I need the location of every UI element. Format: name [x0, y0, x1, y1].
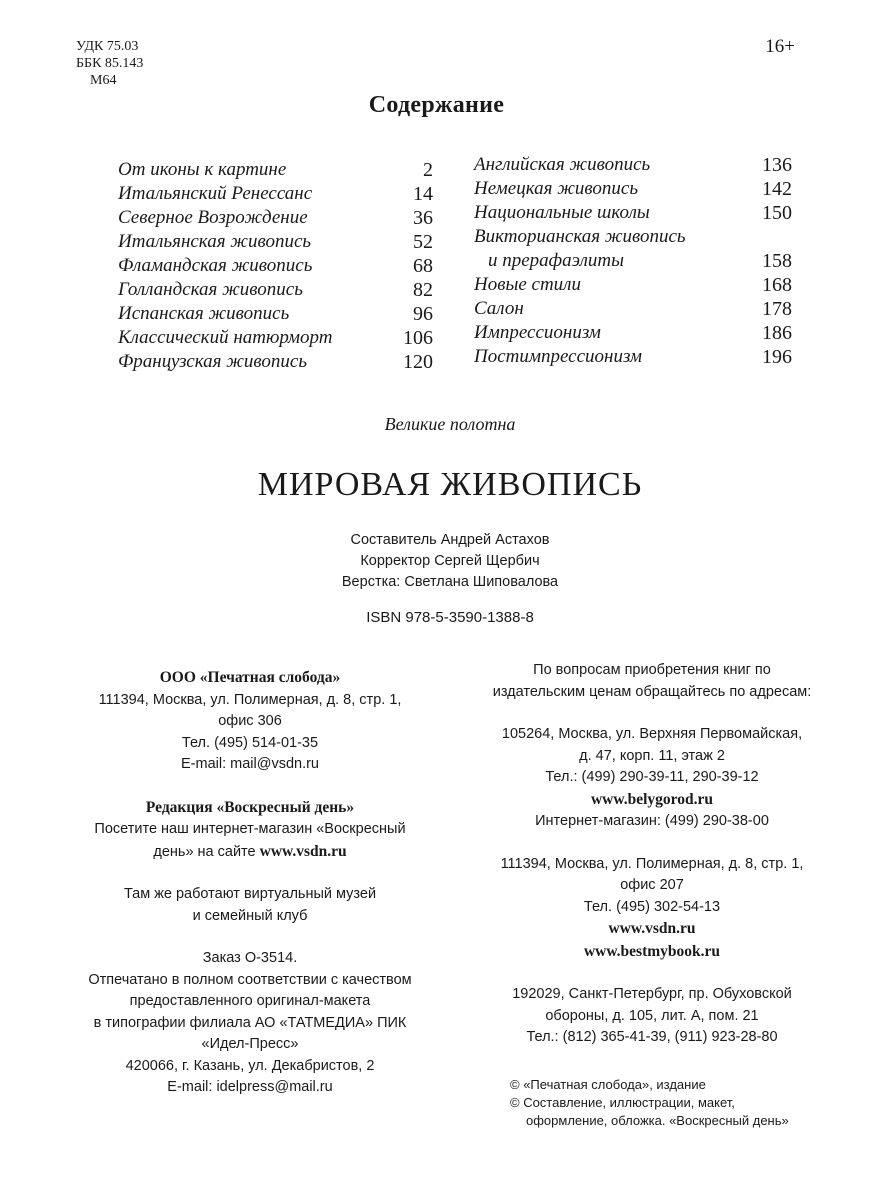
toc-entry-title: Французская живопись	[118, 351, 307, 372]
age-rating: 16+	[765, 36, 795, 57]
toc-entry[interactable]	[474, 273, 792, 297]
toc-entry-page: 158	[762, 250, 792, 272]
udk-code: УДК 75.03	[76, 39, 139, 54]
copyright-line: © Составление, иллюстрации, макет,	[510, 1095, 735, 1110]
address-moscow-1: д. 47, корп. 11, этаж 2	[579, 747, 725, 764]
shop-phone: Интернет-магазин: (499) 290-38-00	[535, 813, 769, 829]
toc-entry-page: 168	[762, 274, 792, 296]
address-moscow-1: 105264, Москва, ул. Верхняя Первомайская,	[501, 726, 803, 742]
toc-entry[interactable]	[474, 153, 792, 177]
publisher-phone: Тел. (495) 514-01-35	[181, 734, 319, 751]
credit-compiler: Составитель Андрей Астахов	[350, 532, 550, 548]
toc-left-column	[118, 158, 433, 374]
toc-entry-title: Итальянская живопись	[118, 231, 312, 252]
toc-entry[interactable]	[118, 302, 433, 326]
toc-entry-page: 106	[403, 327, 433, 349]
toc-entry-title: Фламандская живопись	[118, 255, 313, 276]
toc-entry[interactable]	[474, 177, 792, 201]
toc-entry-title: Салон	[474, 298, 524, 319]
publisher-info	[60, 667, 440, 1099]
toc-entry-title: Испанская живопись	[118, 303, 290, 324]
series-name: Великие полотна	[384, 414, 516, 434]
vsdn-link[interactable]: www.vsdn.ru	[608, 920, 696, 937]
publisher-name: ООО «Печатная слобода»	[159, 669, 341, 686]
order-number: Заказ О-3514.	[202, 950, 298, 966]
publisher-address: 111394, Москва, ул. Полимерная, д. 8, стр. 1,	[98, 691, 402, 708]
belygorod-link[interactable]: www.belygorod.ru	[590, 790, 713, 808]
classification-codes	[76, 38, 143, 89]
toc-entry[interactable]	[118, 350, 433, 374]
shop-line-2: день» на сайте	[153, 843, 260, 860]
toc-entry-title: Голландская живопись	[118, 279, 303, 300]
toc-entry[interactable]	[118, 278, 433, 302]
toc-entry-title: Новые стили	[474, 274, 581, 295]
purchase-info	[462, 660, 842, 1049]
address-spb: обороны, д. 105, лит. А, пом. 21	[545, 1007, 759, 1024]
credits	[0, 530, 873, 593]
isbn: ISBN 978-5-3590-1388-8	[366, 609, 534, 626]
toc-entry-title: Викторианская живопись	[474, 226, 686, 247]
museum-line-2: и семейный клуб	[192, 907, 308, 924]
print-note: в типографии филиала АО «ТАТМЕДИА» ПИК	[93, 1014, 407, 1031]
phone-spb: Тел.: (812) 365-41-39, (911) 923-28-80	[526, 1029, 778, 1045]
toc-entry-page: 68	[413, 255, 433, 277]
toc-entry-page: 178	[762, 298, 792, 320]
editorial-name: Редакция «Воскресный день»	[145, 798, 355, 816]
toc-entry-title: Северное Возрождение	[118, 207, 308, 228]
toc-entry-title: От иконы к картине	[118, 159, 287, 180]
bbk-code: ББК 85.143	[76, 56, 144, 71]
toc-entry-title: Немецкая живопись	[474, 178, 638, 199]
toc-entry-page: 82	[413, 279, 433, 301]
credit-proofreader: Корректор Сергей Щербич	[360, 553, 540, 569]
address-moscow-2: офис 207	[620, 877, 684, 893]
toc-entry-title: Классический натюрморт	[118, 327, 333, 348]
print-note: Отпечатано в полном соответствии с качеством	[88, 971, 412, 988]
toc-entry[interactable]	[118, 326, 433, 350]
toc-entry-page: 120	[403, 351, 433, 373]
toc-entry-page: 96	[413, 303, 433, 325]
toc-entry-page: 14	[413, 183, 433, 205]
phone-moscow-2: Тел. (495) 302-54-13	[583, 898, 721, 915]
toc-entry-title: Английская живопись	[474, 154, 651, 175]
print-note: предоставленного оригинал-макета	[129, 993, 371, 1009]
print-note: «Идел-Пресс»	[201, 1036, 299, 1052]
copyright	[510, 1076, 789, 1130]
purchase-intro: издательским ценам обращайтесь по адресам:	[492, 683, 812, 700]
toc-entry[interactable]	[474, 297, 792, 321]
publisher-email: E-mail: mail@vsdn.ru	[181, 756, 319, 772]
toc-entry[interactable]	[474, 201, 792, 225]
address-moscow-2: 111394, Москва, ул. Полимерная, д. 8, стр. 1,	[500, 855, 804, 872]
credit-layout: Верстка: Светлана Шиповалова	[341, 574, 559, 590]
book-title: МИРОВАЯ ЖИВОПИСЬ	[257, 466, 643, 503]
toc-entry[interactable]	[118, 254, 433, 278]
toc-entry-title: Итальянский Ренессанс	[118, 183, 313, 204]
toc-entry[interactable]	[474, 249, 792, 273]
printer-email: E-mail: idelpress@mail.ru	[167, 1079, 333, 1095]
toc-entry-title: Импрессионизм	[474, 322, 601, 343]
toc-entry-title: Постимпрессионизм	[474, 346, 643, 367]
toc-entry-page: 136	[762, 154, 792, 176]
toc-entry[interactable]	[118, 230, 433, 254]
toc-entry[interactable]	[474, 321, 792, 345]
toc-entry-page: 142	[762, 178, 792, 200]
copyright-line: © «Печатная слобода», издание	[510, 1077, 706, 1092]
toc-title: Содержание	[368, 92, 505, 118]
publisher-office: офис 306	[218, 713, 282, 729]
toc-entry-page: 196	[762, 346, 792, 368]
shop-url-link[interactable]: www.vsdn.ru	[259, 842, 347, 860]
toc-entry[interactable]	[118, 182, 433, 206]
toc-entry[interactable]	[118, 158, 433, 182]
bestmybook-link[interactable]: www.bestmybook.ru	[583, 942, 721, 960]
toc-entry[interactable]	[474, 225, 792, 249]
author-mark: М64	[90, 73, 117, 88]
toc-right-column	[474, 153, 792, 369]
toc-entry-title: и прерафаэлиты	[488, 250, 624, 271]
toc-entry-page: 186	[762, 322, 792, 344]
toc-entry-title: Национальные школы	[474, 202, 650, 223]
toc-entry-page: 2	[423, 159, 433, 181]
toc-entry-page: 150	[762, 202, 792, 224]
copyright-line: оформление, обложка. «Воскресный день»	[526, 1113, 789, 1128]
shop-line: Посетите наш интернет-магазин «Воскресный	[94, 821, 406, 837]
address-spb: 192029, Санкт-Петербург, пр. Обуховской	[512, 986, 792, 1002]
toc-entry[interactable]	[474, 345, 792, 369]
toc-entry-page: 52	[413, 231, 433, 253]
phone-moscow-1: Тел.: (499) 290-39-11, 290-39-12	[545, 769, 759, 785]
toc-entry-page: 36	[413, 207, 433, 229]
printer-address: 420066, г. Казань, ул. Декабристов, 2	[125, 1057, 375, 1074]
purchase-intro: По вопросам приобретения книг по	[533, 662, 771, 678]
museum-line: Там же работают виртуальный музей	[123, 886, 377, 902]
toc-entry[interactable]	[118, 206, 433, 230]
